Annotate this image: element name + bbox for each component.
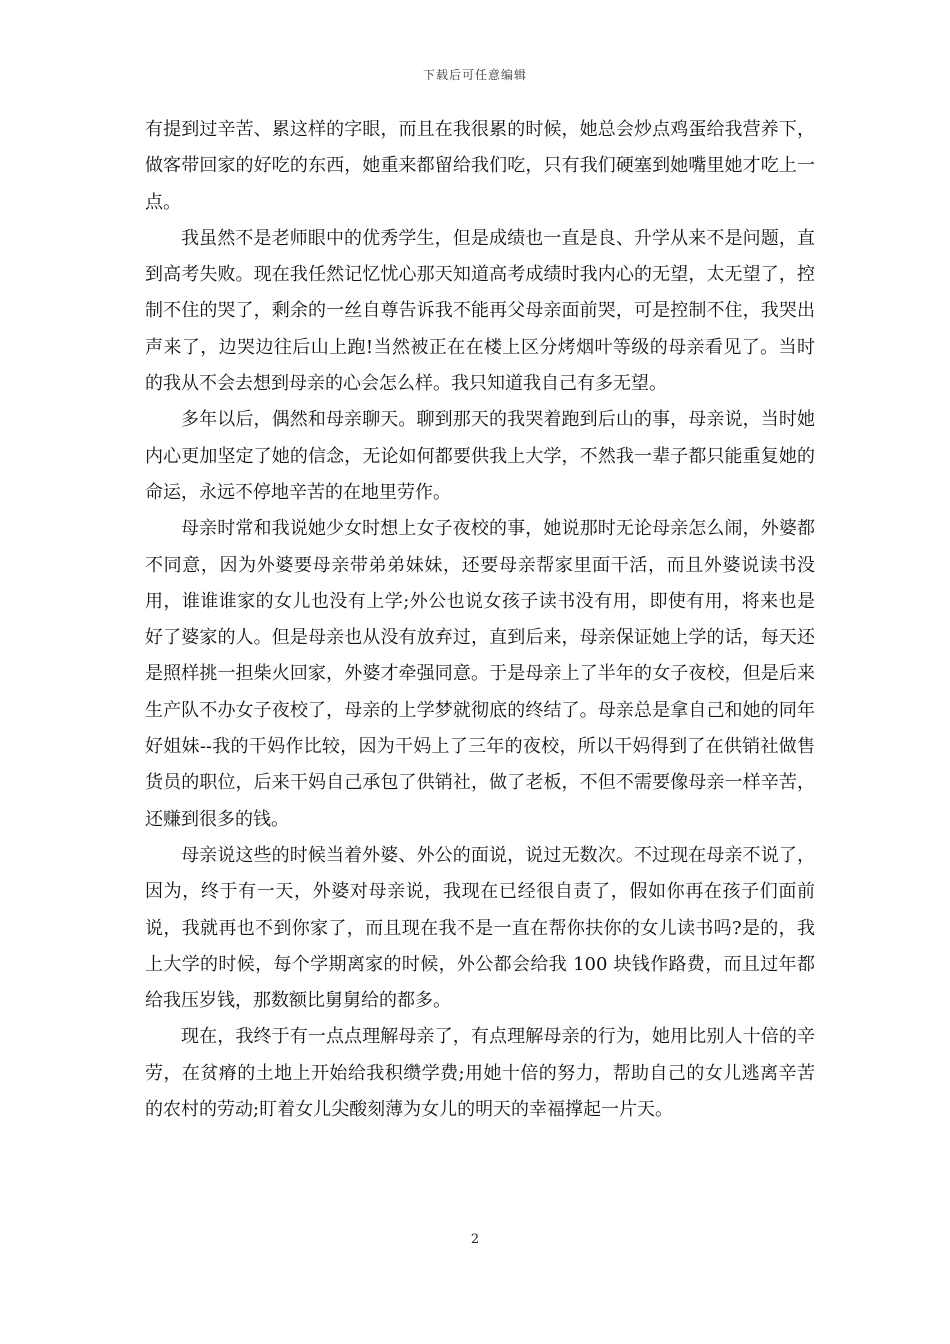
body-text [145,112,815,1128]
paragraph-3: 多年以后，偶然和母亲聊天。聊到那天的我哭着跑到后山的事，母亲说，当时她内心更加坚定了她的信念，无论如何都要供我上大学，不然我一辈子都只能重复她的命运，永远不停地辛苦的在地里劳作。 [145,409,815,503]
page-number: 2 [470,1232,480,1247]
paragraph-1: 有提到过辛苦、累这样的字眼，而且在我很累的时候，她总会炒点鸡蛋给我营养下，做客带回家的好吃的东西，她重来都留给我们吃，只有我们硬塞到她嘴里她才吃上一点。 [145,119,815,213]
paragraph-6: 现在，我终于有一点点理解母亲了，有点理解母亲的行为，她用比别人十倍的辛劳，在贫瘠的土地上开始给我积缵学费;用她十倍的努力，帮助自己的女儿逃离辛苦的农村的劳动;盯着女儿尖酸刻薄为女儿的明天的幸福撑起一片天。 [145,1026,815,1121]
paragraph-2: 我虽然不是老师眼中的优秀学生，但是成绩也一直是良、升学从来不是问题，直到高考失败。现在我任然记忆忧心那天知道高考成绩时我内心的无望，太无望了，控制不住的哭了，剩余的一丝自尊告诉我不能再父母亲面前哭，可是控制不住，我哭出声来了，边哭边往后山上跑!当然被正在在楼上区分烤烟叶等级的母亲看见了。当时的我从不会去想到母亲的心会怎么样。我只知道我自己有多无望。 [145,227,815,395]
page-header: 下载后可任意编辑 [422,68,527,82]
paragraph-5: 母亲说这些的时候当着外婆、外公的面说，说过无数次。不过现在母亲不说了，因为，终于有一天，外婆对母亲说，我现在已经很自责了，假如你再在孩子们面前说，我就再也不到你家了，而且现在我不是一直在帮你扶你的女儿读书吗?是的，我上大学的时候，每个学期离家的时候，外公都会给我 100 块钱作路费，而且过年都给我压岁钱，那数额比舅舅给的都多。 [145,844,815,1012]
paragraph-4: 母亲时常和我说她少女时想上女子夜校的事，她说那时无论母亲怎么闹，外婆都不同意，因为外婆要母亲带弟弟妹妹，还要母亲帮家里面干活，而且外婆说读书没用，谁谁谁家的女儿也没有上学;外公也说女孩子读书没有用，即使有用，将来也是好了婆家的人。但是母亲也从没有放弃过，直到后来，母亲保证她上学的话，每天还是照样挑一担柴火回家，外婆才牵强同意。于是母亲上了半年的女子夜校，但是后来生产队不办女子夜校了，母亲的上学梦就彻底的终结了。母亲总是拿自己和她的同年好姐妹--我的干妈作比较，因为干妈上了三年的夜校，所以干妈得到了在供销社做售货员的职位，后来干妈自己承包了供销社，做了老板，不但不需要像母亲一样辛苦，还赚到很多的钱。 [145,518,815,830]
